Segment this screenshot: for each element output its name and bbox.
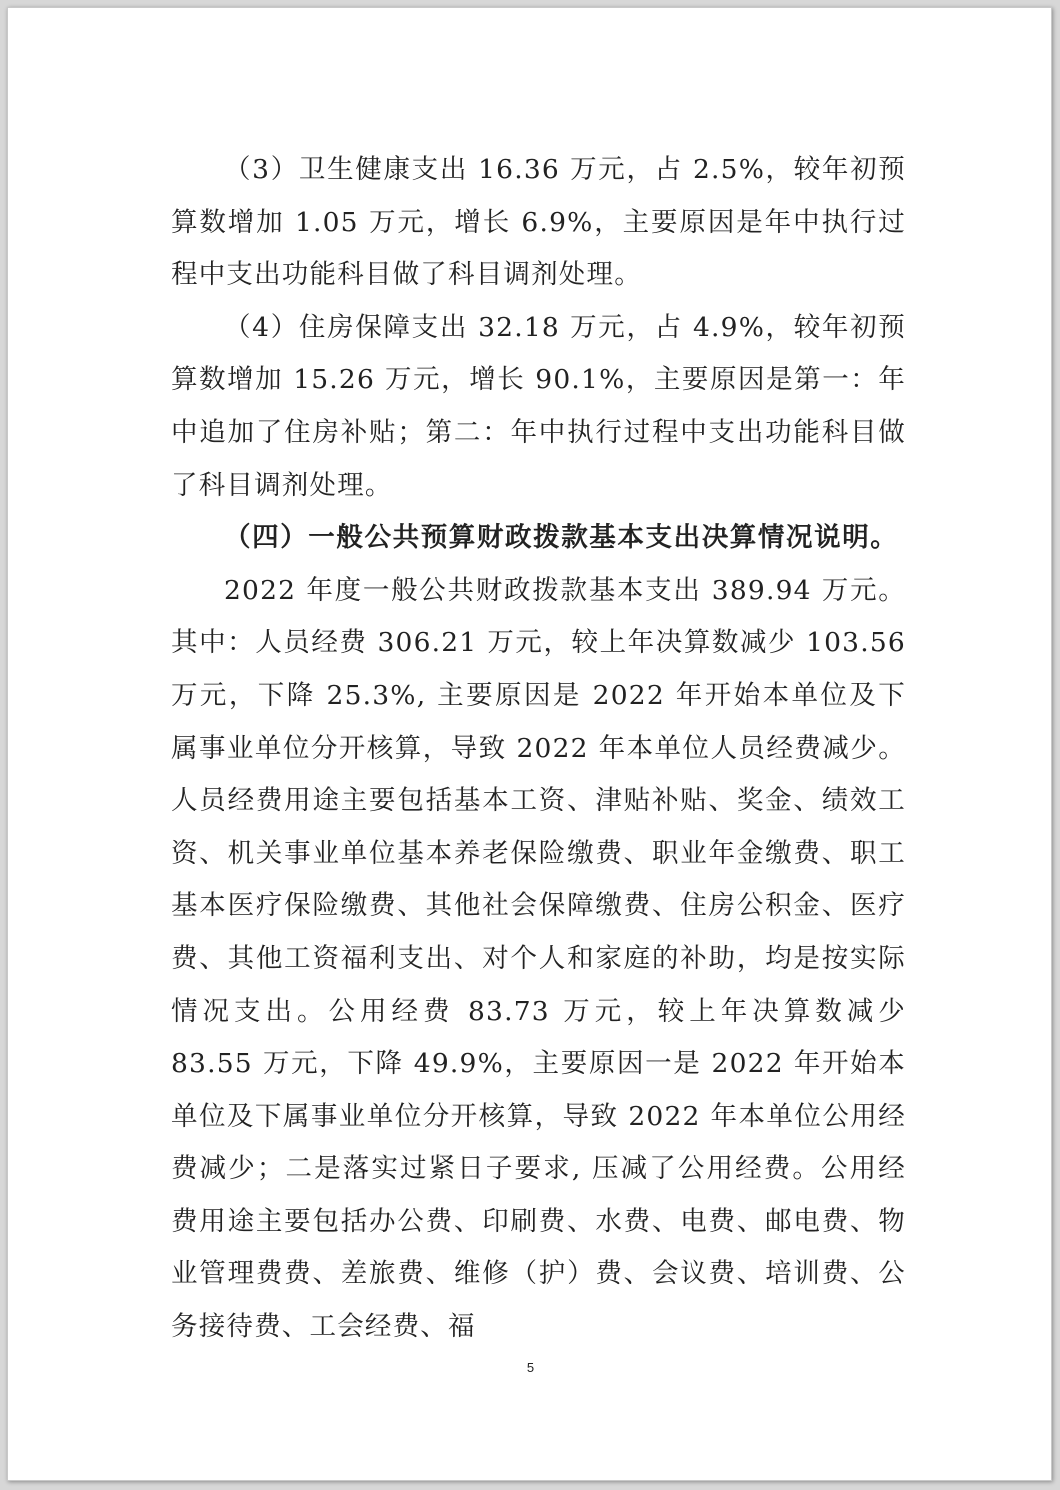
page-number: 5: [526, 1360, 535, 1375]
paragraph-health-expenditure: （3）卫生健康支出 16.36 万元，占 2.5%，较年初预算数增加 1.05 万元，增长 6.9%，主要原因是年中执行过程中支出功能科目做了科目调剂处理。: [171, 154, 906, 291]
section-heading-basic-expenditure: （四）一般公共预算财政拨款基本支出决算情况说明。: [224, 522, 899, 554]
paragraph-housing-expenditure: （4）住房保障支出 32.18 万元，占 4.9%，较年初预算数增加 15.26 万元，增长 90.1%，主要原因是第一：年中追加了住房补贴；第二：年中执行过程中支出功能科目做了科目调剂处理。: [171, 311, 906, 501]
paragraph-basic-expenditure: 2022 年度一般公共财政拨款基本支出 389.94 万元。其中：人员经费 306.21 万元，较上年决算数减少 103.56 万元，下降 25.3%, 主要原因是 2022 年开始本单位及下属事业单位分开核算，导致 2022 年本单位人员经费减少。人员经费用途主要包括基本工资、津贴补贴、奖金、绩效工资、机关事业单位基本养老保险缴费、职业年金缴费、职工基本医疗保险缴费、其他社会保障缴费、住房公积金、医疗费、其他工资福利支出、对个人和家庭的补助，均是按实际情况支出。公用经费 83.73 万元，较上年决算数减少 83.55 万元，下降 49.9%，主要原因一是 2022 年开始本单位及下属事业单位分开核算，导致 2022 年本单位公用经费减少；二是落实过紧日子要求, 压减了公用经费。公用经费用途主要包括办公费、印刷费、水费、电费、邮电费、物业管理费费、差旅费、维修（护）费、会议费、培训费、公务接待费、工会经费、福: [171, 574, 906, 1343]
document-page: [7, 7, 1052, 1481]
page-body: [171, 144, 906, 1354]
